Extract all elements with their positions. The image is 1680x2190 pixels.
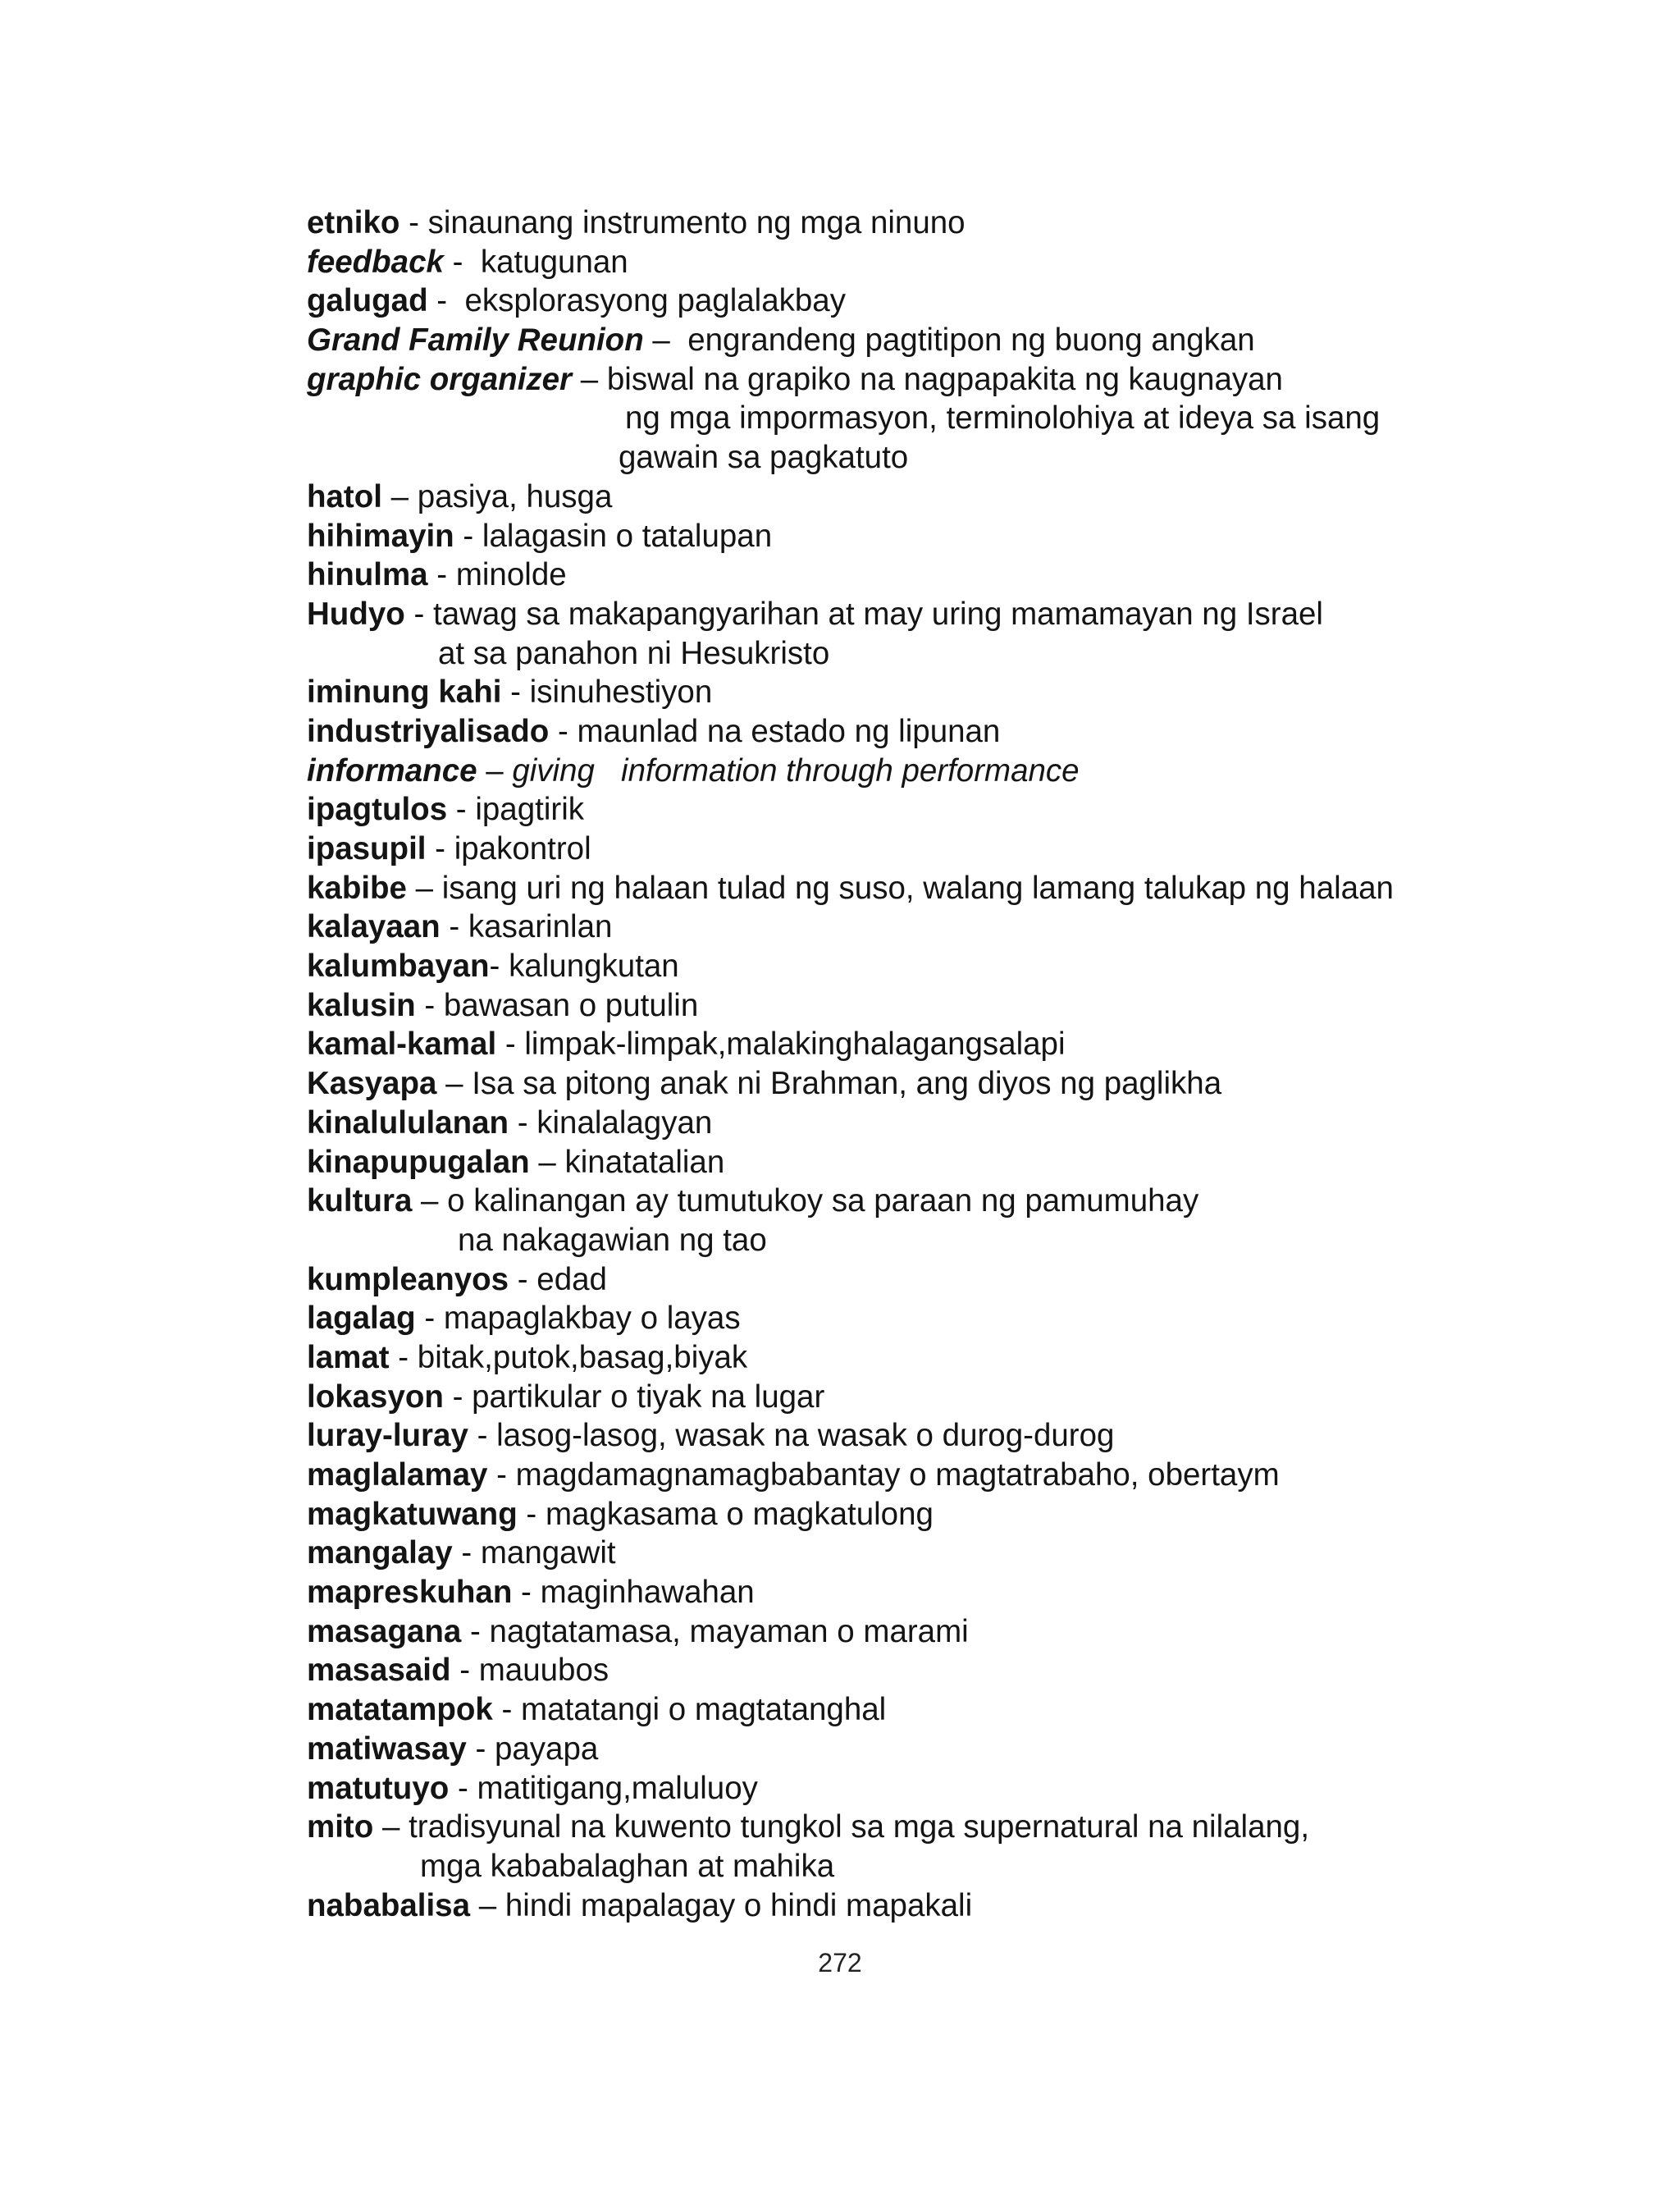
entry-term: matiwasay — [307, 1731, 467, 1767]
entry-definition: tradisyunal na kuwento tungkol sa mga supernatural na nilalang, — [409, 1809, 1310, 1845]
entry-separator: – — [477, 752, 513, 789]
entry-definition: biswal na grapiko na nagpapakita ng kaugnayan — [606, 361, 1283, 397]
glossary-entry — [307, 517, 1636, 556]
entry-term: mapreskuhan — [307, 1575, 513, 1611]
glossary-entry — [307, 1534, 1636, 1573]
entry-first-line — [307, 1182, 1636, 1221]
entry-first-line — [307, 360, 1636, 400]
entry-definition: eksplorasyong paglalakbay — [464, 283, 846, 319]
entry-term: feedback — [307, 244, 444, 280]
entry-term: kinapupugalan — [307, 1144, 530, 1180]
entry-term: hinulma — [307, 557, 428, 593]
entry-definition: mauubos — [478, 1653, 609, 1689]
entry-definition: lalagasin o tatalupan — [482, 518, 773, 554]
entry-separator: – — [572, 361, 607, 397]
entry-definition: hindi mapalagay o hindi mapakali — [504, 1887, 973, 1923]
entry-continuation-line — [307, 399, 1636, 438]
glossary-entry — [307, 752, 1636, 791]
entry-term: galugad — [307, 283, 428, 319]
entry-definition: ipakontrol — [454, 831, 591, 866]
entry-separator: - — [461, 1613, 490, 1649]
entry-term: lagalag — [307, 1301, 416, 1337]
entry-first-line — [307, 673, 1636, 712]
glossary-entry — [307, 1260, 1636, 1300]
entry-term: informance — [307, 752, 477, 789]
glossary-entry — [307, 1651, 1636, 1690]
entry-term: Hudyo — [307, 596, 405, 632]
entry-definition: matatangi o magtatanghal — [521, 1692, 887, 1728]
glossary-entry — [307, 1495, 1636, 1534]
entry-separator: - — [509, 1261, 537, 1297]
entry-separator: - — [443, 244, 481, 280]
entry-first-line — [307, 790, 1636, 830]
entry-definition: matitigang,maluluoy — [477, 1770, 758, 1806]
entry-definition: tawag sa makapangyarihan at may uring mamamayan ng Israel — [433, 596, 1323, 632]
entry-separator: – — [529, 1144, 565, 1180]
entry-first-line — [307, 1143, 1636, 1182]
entry-separator: - — [452, 1535, 481, 1571]
glossary-entry — [307, 281, 1636, 321]
entry-definition: pasiya, husga — [417, 478, 613, 514]
entry-definition: mapaglakbay o layas — [443, 1301, 741, 1337]
entry-definition: lasog-lasog, wasak na wasak o durog-durog — [496, 1418, 1115, 1454]
entry-first-line — [307, 243, 1636, 282]
entry-term: lokasyon — [307, 1378, 444, 1415]
entry-continuation-line — [307, 634, 1636, 674]
entry-term: mangalay — [307, 1535, 453, 1571]
glossary-entry — [307, 673, 1636, 712]
entry-first-line — [307, 478, 1636, 517]
entry-term: kumpleanyos — [307, 1261, 509, 1297]
entry-definition: kinatatalian — [564, 1144, 725, 1180]
entry-separator: - — [509, 1104, 537, 1141]
entry-first-line — [307, 1534, 1636, 1573]
glossary-entry — [307, 1416, 1636, 1456]
entry-definition: kinalalagyan — [536, 1104, 713, 1141]
entry-term: maglalamay — [307, 1457, 488, 1493]
glossary-entry — [307, 1299, 1636, 1338]
entry-term: kinalululanan — [307, 1104, 509, 1141]
entry-separator: - — [468, 1418, 497, 1454]
entry-definition: o kalinangan ay tumutukoy sa paraan ng pamumuhay — [447, 1183, 1199, 1219]
entry-definition: maginhawahan — [540, 1575, 755, 1611]
entry-definition: kalungkutan — [509, 949, 679, 985]
glossary-entry — [307, 1182, 1636, 1260]
entry-continuation-line — [307, 438, 1636, 478]
entry-first-line — [307, 830, 1636, 869]
entry-definition: maunlad na estado ng lipunan — [577, 713, 1001, 749]
entry-definition: mga kababalaghan at mahika — [420, 1848, 835, 1884]
entry-term: kultura — [307, 1183, 413, 1219]
entry-term: etniko — [307, 205, 400, 240]
glossary-entry — [307, 360, 1636, 478]
entry-separator: - — [512, 1575, 541, 1611]
entry-definition: Isa sa pitong anak ni Brahman, ang diyos ng paglikha — [472, 1066, 1222, 1102]
entry-definition: bawasan o putulin — [443, 987, 699, 1023]
entry-term: matutuyo — [307, 1770, 450, 1806]
entry-first-line — [307, 1495, 1636, 1534]
entry-separator: – — [406, 870, 442, 906]
entry-separator: - — [389, 1339, 418, 1375]
glossary-entry — [307, 1064, 1636, 1104]
entry-first-line — [307, 1378, 1636, 1417]
entry-term: kabibe — [307, 870, 407, 906]
entry-term: kalumbayan — [307, 949, 490, 985]
entry-first-line — [307, 1651, 1636, 1690]
entry-separator: - — [415, 987, 444, 1023]
entry-separator: – — [373, 1809, 409, 1845]
entry-separator: - — [427, 283, 465, 319]
entry-definition: ng mga impormasyon, terminolohiya at ideya sa isang — [625, 400, 1381, 437]
glossary-entry — [307, 1025, 1636, 1064]
glossary-entry — [307, 908, 1636, 947]
entry-first-line — [307, 203, 1636, 243]
entry-definition: isang uri ng halaan tulad ng suso, walang lamang talukap ng halaan — [441, 870, 1394, 906]
entry-first-line — [307, 1456, 1636, 1495]
glossary-entry — [307, 243, 1636, 282]
entry-first-line — [307, 1573, 1636, 1612]
entry-separator: - — [492, 1692, 522, 1728]
entry-first-line — [307, 752, 1636, 791]
entry-separator: - — [489, 949, 509, 985]
entry-separator: - — [440, 909, 468, 945]
glossary-entry — [307, 1690, 1636, 1730]
entry-continuation-line — [307, 1221, 1636, 1260]
entry-first-line — [307, 869, 1636, 908]
glossary-entry — [307, 556, 1636, 595]
entry-first-line — [307, 1886, 1636, 1926]
entry-separator: - — [399, 205, 428, 240]
entry-first-line — [307, 712, 1636, 752]
entry-first-line — [307, 517, 1636, 556]
entry-term: ipasupil — [307, 831, 427, 866]
entry-first-line — [307, 595, 1636, 634]
entry-first-line — [307, 1104, 1636, 1143]
glossary-entry — [307, 712, 1636, 752]
entry-term: industriyalisado — [307, 713, 550, 749]
glossary-entry — [307, 1886, 1636, 1926]
entry-separator: - — [466, 1731, 495, 1767]
entry-definition: payapa — [494, 1731, 599, 1767]
entry-first-line — [307, 556, 1636, 595]
entry-separator: - — [496, 1026, 525, 1063]
entry-separator: - — [404, 596, 433, 632]
entry-separator: - — [517, 1496, 546, 1532]
glossary-entry — [307, 1104, 1636, 1143]
entry-definition: gawain sa pagkatuto — [619, 440, 909, 476]
glossary-entry — [307, 1769, 1636, 1808]
entry-term: Grand Family Reunion — [307, 322, 644, 359]
entry-definition: magdamagnamagbabantay o magtatrabaho, obertaym — [515, 1457, 1280, 1493]
glossary-entry — [307, 1143, 1636, 1182]
entry-term: kalusin — [307, 987, 416, 1023]
entry-definition: sinaunang instrumento ng mga ninuno — [427, 205, 966, 240]
entry-separator: – — [436, 1066, 472, 1102]
entry-term: lamat — [307, 1339, 390, 1375]
entry-term: mito — [307, 1809, 374, 1845]
entry-first-line — [307, 1299, 1636, 1338]
entry-term: ipagtulos — [307, 792, 448, 828]
entry-first-line — [307, 1612, 1636, 1652]
entry-separator: - — [447, 792, 476, 828]
entry-separator: - — [449, 1770, 477, 1806]
entry-separator: - — [549, 713, 578, 749]
entry-separator: – — [643, 322, 688, 359]
entry-first-line — [307, 1690, 1636, 1730]
glossary-entry — [307, 1378, 1636, 1417]
glossary-entry — [307, 830, 1636, 869]
entry-first-line — [307, 1730, 1636, 1769]
entry-term: hihimayin — [307, 518, 454, 554]
entry-separator: – — [412, 1183, 448, 1219]
entry-definition: engrandeng pagtitipon ng buong angkan — [687, 322, 1255, 359]
glossary-entry — [307, 869, 1636, 908]
entry-definition: minolde — [455, 557, 567, 593]
entry-term: hatol — [307, 478, 382, 514]
entry-definition: bitak,putok,basag,biyak — [417, 1339, 748, 1375]
entry-term: magkatuwang — [307, 1496, 518, 1532]
entry-term: iminung kahi — [307, 674, 502, 711]
entry-first-line — [307, 986, 1636, 1026]
entry-definition: partikular o tiyak na lugar — [472, 1378, 825, 1415]
entry-first-line — [307, 1064, 1636, 1104]
glossary-entry — [307, 1730, 1636, 1769]
entry-term: graphic organizer — [307, 361, 573, 397]
entry-definition: nagtatamasa, mayaman o marami — [489, 1613, 969, 1649]
entry-first-line — [307, 1808, 1636, 1847]
entry-first-line — [307, 1260, 1636, 1300]
page-number: 272 — [818, 1948, 862, 1977]
entry-term: nababalisa — [307, 1887, 471, 1923]
entry-term: masasaid — [307, 1653, 451, 1689]
entry-definition: katugunan — [480, 244, 628, 280]
entry-definition: limpak-limpak,malakinghalagangsalapi — [524, 1026, 1066, 1063]
entry-definition: ipagtirik — [475, 792, 584, 828]
glossary-entry — [307, 947, 1636, 986]
entry-separator: - — [501, 674, 530, 711]
glossary-entry — [307, 1808, 1636, 1886]
entry-definition: isinuhestiyon — [529, 674, 713, 711]
glossary-entry — [307, 1456, 1636, 1495]
entry-first-line — [307, 281, 1636, 321]
entry-separator: - — [487, 1457, 516, 1493]
entry-continuation-line — [307, 1847, 1636, 1886]
entry-first-line — [307, 1416, 1636, 1456]
glossary-entry — [307, 321, 1636, 360]
entry-separator: - — [415, 1301, 444, 1337]
glossary-entry — [307, 478, 1636, 517]
entry-separator: – — [381, 478, 418, 514]
entry-definition: giving information through performance — [512, 752, 1080, 789]
glossary-list — [307, 203, 1636, 1925]
entry-definition: kasarinlan — [468, 909, 613, 945]
glossary-entry — [307, 986, 1636, 1026]
entry-definition: edad — [536, 1261, 607, 1297]
entry-term: luray-luray — [307, 1418, 468, 1454]
entry-first-line — [307, 947, 1636, 986]
entry-separator: - — [426, 831, 454, 866]
entry-definition: magkasama o magkatulong — [545, 1496, 934, 1532]
entry-first-line — [307, 908, 1636, 947]
entry-first-line — [307, 1025, 1636, 1064]
entry-definition: mangawit — [480, 1535, 616, 1571]
entry-term: kamal-kamal — [307, 1026, 497, 1063]
glossary-entry — [307, 1573, 1636, 1612]
entry-definition: at sa panahon ni Hesukristo — [438, 635, 830, 671]
entry-separator: - — [454, 518, 482, 554]
entry-first-line — [307, 1338, 1636, 1378]
entry-term: kalayaan — [307, 909, 441, 945]
entry-term: matatampok — [307, 1692, 493, 1728]
entry-separator: – — [470, 1887, 505, 1923]
glossary-entry — [307, 1338, 1636, 1378]
entry-first-line — [307, 321, 1636, 360]
entry-first-line — [307, 1769, 1636, 1808]
entry-term: Kasyapa — [307, 1066, 437, 1102]
entry-separator: - — [450, 1653, 479, 1689]
glossary-entry — [307, 595, 1636, 673]
entry-term: masagana — [307, 1613, 462, 1649]
entry-separator: - — [443, 1378, 472, 1415]
glossary-entry — [307, 1612, 1636, 1652]
entry-separator: - — [427, 557, 456, 593]
glossary-entry — [307, 790, 1636, 830]
entry-definition: na nakagawian ng tao — [458, 1222, 767, 1258]
glossary-entry — [307, 203, 1636, 243]
